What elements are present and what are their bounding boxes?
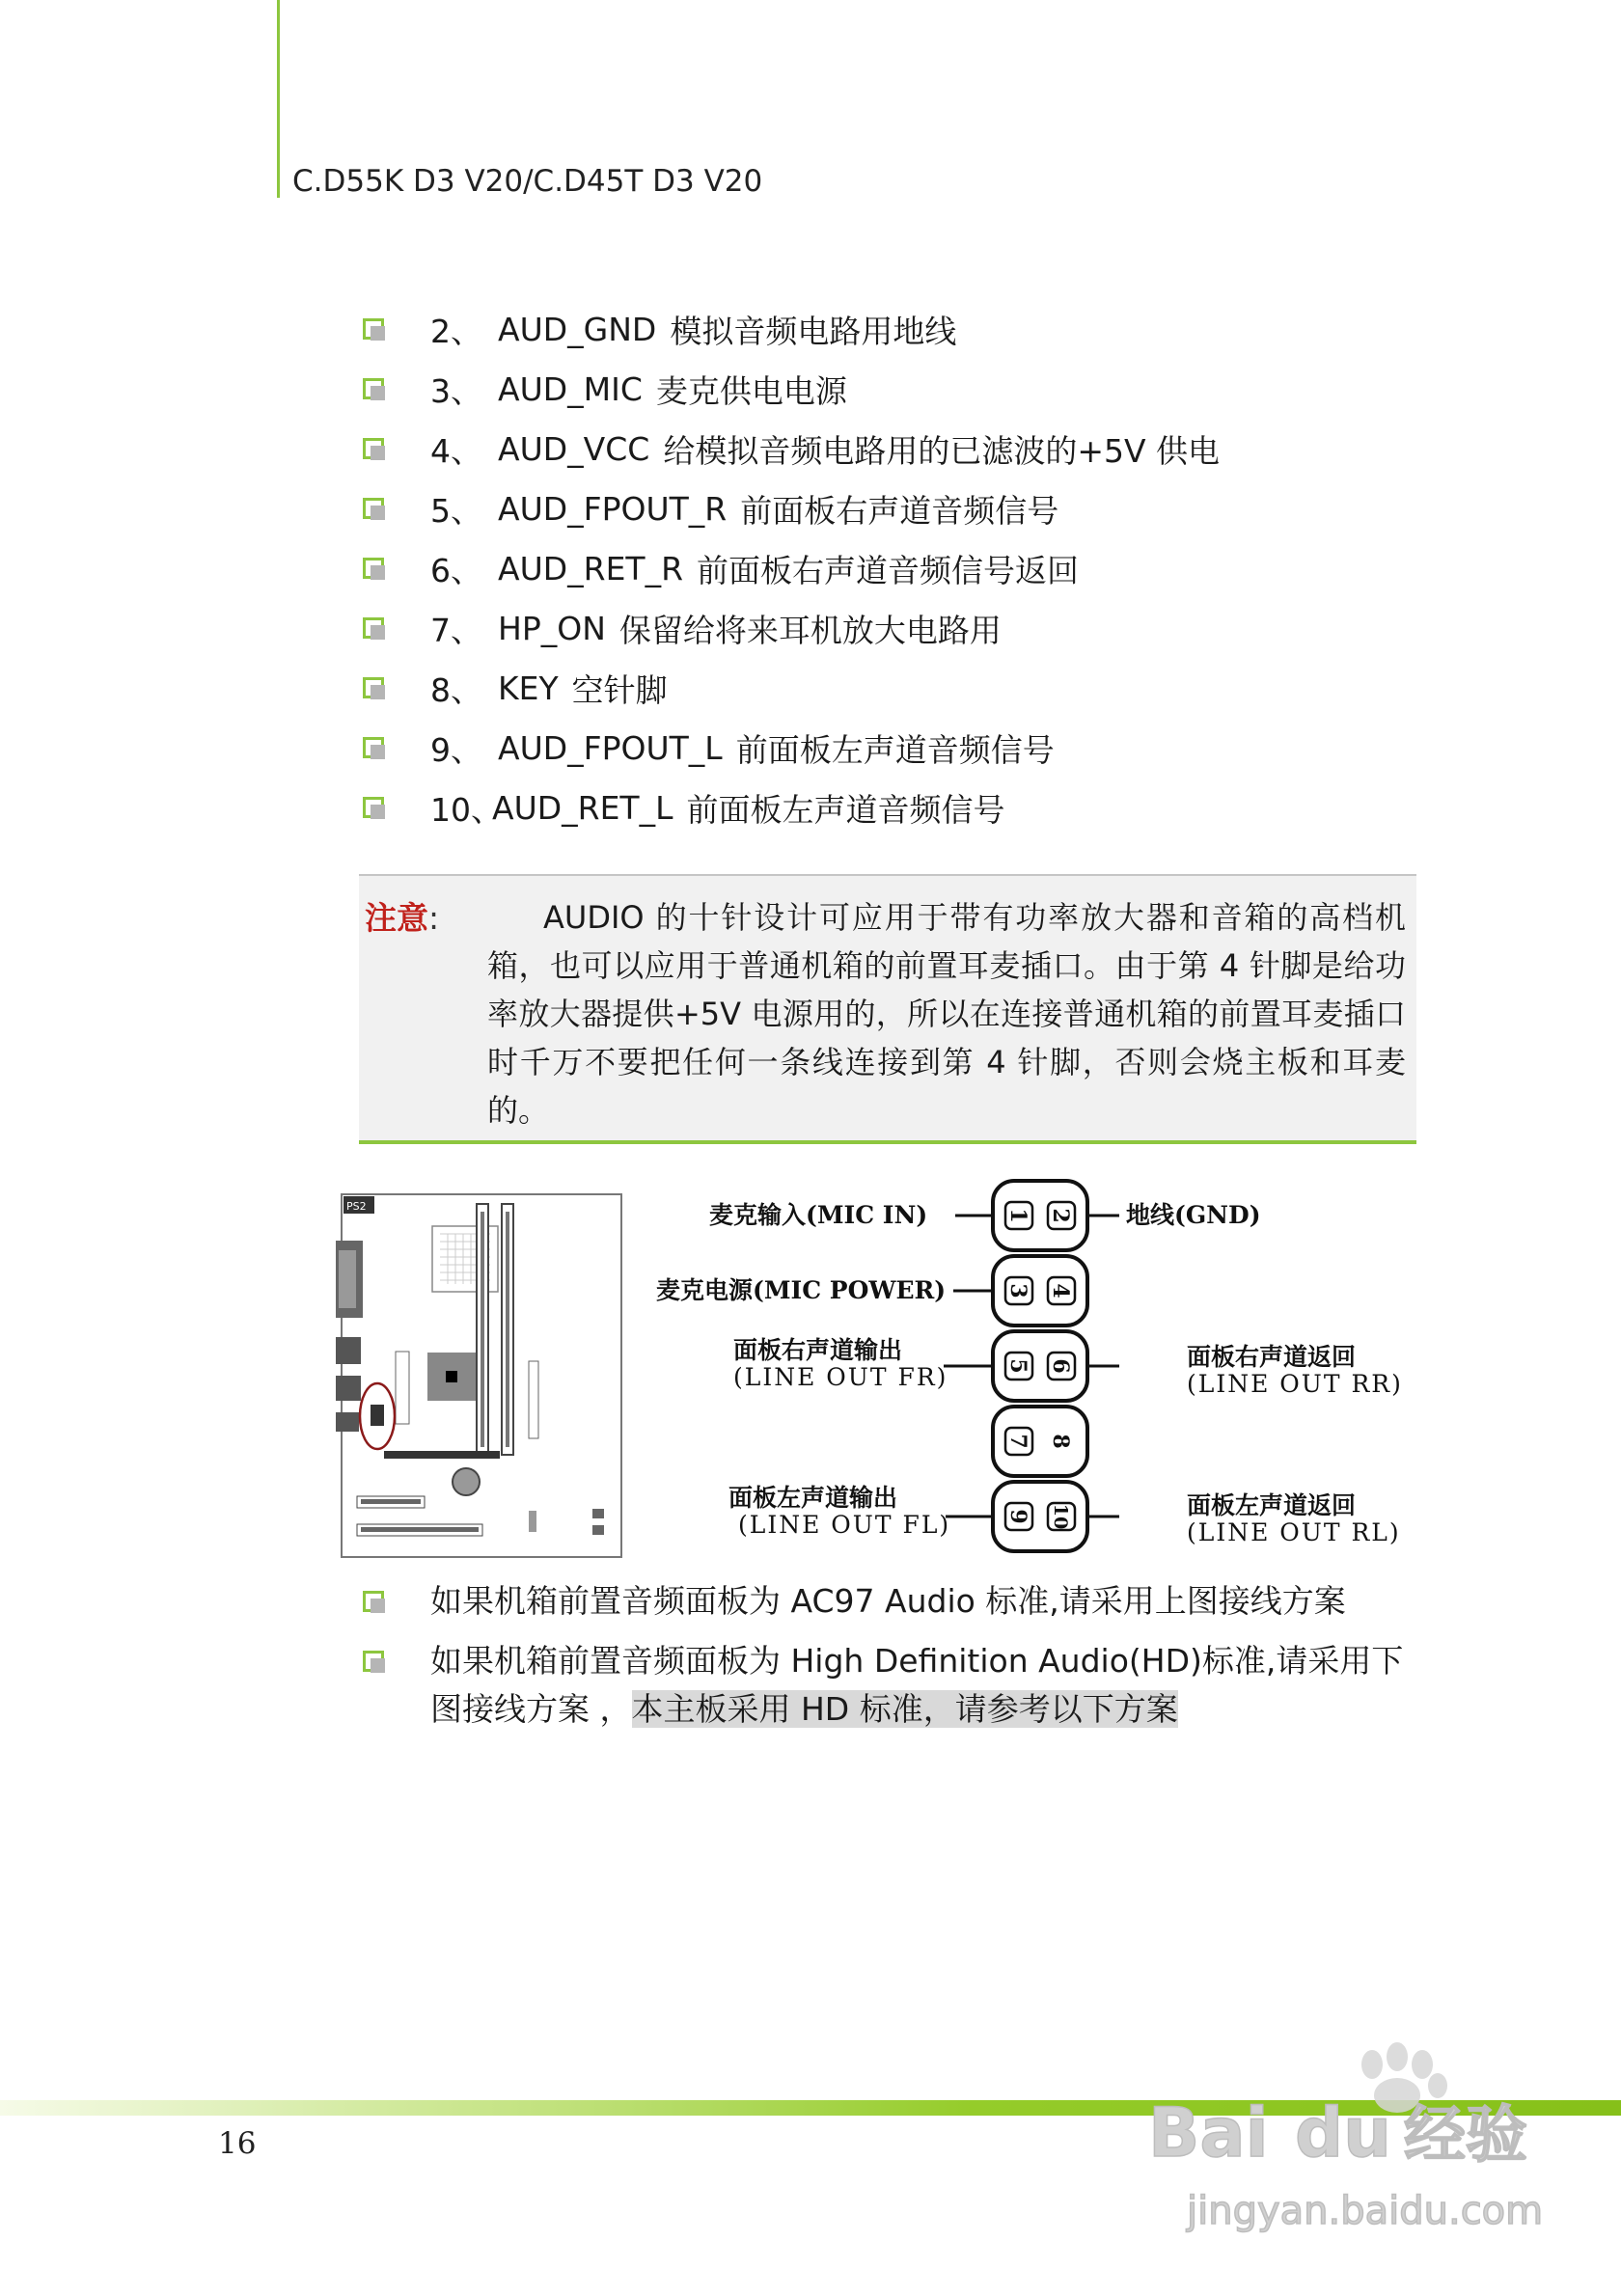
line-out-fl-en-label: (LINE OUT FL) [738, 1511, 951, 1539]
wiring-instructions-list [363, 1577, 1434, 1745]
pin-description: 前面板右声道音频信号返回 [697, 551, 1080, 589]
pin-description: 给模拟音频电路用的已滤波的+5V 供电 [663, 431, 1221, 470]
pin-description: 模拟音频电路用地线 [670, 312, 957, 350]
pin-1-label: 1 [1005, 1208, 1030, 1223]
pin-description: 前面板右声道音频信号 [740, 491, 1059, 530]
checkbox-bullet-icon [363, 737, 384, 758]
list-item [363, 478, 1220, 538]
pin-number: 10、 [430, 790, 503, 829]
note-box [359, 874, 1416, 1144]
list-item [363, 419, 1220, 478]
pin-6-label: 6 [1048, 1358, 1073, 1374]
pin-code: KEY [498, 669, 559, 707]
pin-number: 8、 [430, 670, 482, 709]
pin-description: 前面板左声道音频信号 [686, 790, 1005, 829]
checkbox-bullet-icon [363, 617, 384, 639]
instruction-text: 如果机箱前置音频面板为 AC97 Audio 标准,请采用上图接线方案 [430, 1582, 1346, 1620]
pin-number: 5、 [430, 491, 482, 530]
list-item [363, 1577, 1434, 1626]
page-number: 16 [218, 2126, 257, 2161]
pin-number: 6、 [430, 551, 482, 589]
line-out-rr-en-label: (LINE OUT RR) [1187, 1370, 1403, 1398]
checkbox-bullet-icon [363, 677, 384, 698]
pin-number: 9、 [430, 730, 482, 769]
baidu-jingyan-watermark [1148, 2036, 1553, 2238]
header-accent-line [277, 0, 280, 198]
checkbox-bullet-icon [363, 318, 384, 340]
pin-3-label: 3 [1005, 1283, 1030, 1298]
instruction-text: 如果机箱前置音频面板为 High Definition Audio(HD)标准,请采用下图接线方案 ，本主板采用 HD 标准，请参考以下方案 [430, 1642, 1404, 1728]
pin-9-label: 9 [1005, 1509, 1030, 1524]
pin-4-label: 4 [1048, 1283, 1073, 1298]
pin-2-label: 2 [1048, 1208, 1073, 1223]
line-out-fr-label: 面板右声道输出 [733, 1336, 903, 1364]
list-item [363, 598, 1220, 658]
pin-number: 3、 [430, 371, 482, 410]
list-item [363, 359, 1220, 419]
checkbox-bullet-icon [363, 378, 384, 399]
list-item [363, 1637, 1434, 1734]
line-out-rr-label: 面板右声道返回 [1187, 1343, 1357, 1371]
checkbox-bullet-icon [363, 558, 384, 579]
pin-description: 前面板左声道音频信号 [735, 730, 1055, 769]
pin-5-label: 5 [1005, 1358, 1030, 1374]
line-out-fl-label: 面板左声道输出 [728, 1484, 898, 1512]
line-out-rl-label: 面板左声道返回 [1187, 1491, 1357, 1519]
list-item [363, 299, 1220, 359]
watermark-jingyan: 经验 [1404, 2100, 1527, 2172]
list-item [363, 658, 1220, 718]
checkbox-bullet-icon [363, 438, 384, 459]
pin-number: 2、 [430, 312, 482, 350]
checkbox-bullet-icon [363, 797, 384, 818]
note-label: 注意: [365, 899, 440, 937]
pin-code: AUD_MIC [498, 369, 643, 408]
pin-code: AUD_VCC [498, 429, 650, 468]
watermark-url: jingyan.baidu.com [1187, 2189, 1544, 2233]
pin-10-label: 10 [1050, 1503, 1071, 1530]
pin-description: 麦克供电电源 [655, 371, 847, 410]
checkbox-bullet-icon [363, 1591, 384, 1612]
pin-code: AUD_FPOUT_R [498, 489, 728, 528]
list-item [363, 778, 1220, 837]
pin-code: AUD_GND [498, 310, 657, 348]
pin-description: 保留给将来耳机放大电路用 [618, 611, 1002, 649]
pin-code: AUD_RET_L [492, 788, 673, 827]
document-title: C.D55K D3 V20/C.D45T D3 V20 [292, 164, 763, 199]
line-out-fr-en-label: (LINE OUT FR) [733, 1363, 948, 1391]
checkbox-bullet-icon [363, 1651, 384, 1672]
gnd-label: 地线(GND) [1126, 1201, 1261, 1229]
audio-connector-diagram [637, 1167, 1428, 1572]
pin-7-label: 7 [1005, 1434, 1030, 1449]
highlighted-text: 本主板采用 HD 标准，请参考以下方案 [631, 1690, 1178, 1728]
mic-power-label: 麦克电源(MIC POWER) [656, 1276, 947, 1304]
motherboard-diagram [336, 1192, 635, 1559]
list-item [363, 538, 1220, 598]
mic-in-label: 麦克输入(MIC IN) [709, 1201, 928, 1229]
ps2-label: PS2 [346, 1200, 367, 1213]
pin-number: 4、 [430, 431, 482, 470]
watermark-brand2: du [1295, 2093, 1391, 2173]
pin-8-label: 8 [1048, 1434, 1073, 1449]
note-text: AUDIO 的十针设计可应用于带有功率放大器和音箱的高档机箱，也可以应用于普通机箱的前置耳麦插口。由于第 4 针脚是给功率放大器提供+5V 电源用的，所以在连接普通机箱的前置耳麦插口时千万不要把任何一条线连接到第 4 针脚，否则会烧主板和耳麦的。 [487, 899, 1406, 1129]
pin-number: 7、 [430, 611, 482, 649]
pin-definition-list [363, 299, 1220, 837]
line-out-rl-en-label: (LINE OUT RL) [1187, 1518, 1401, 1546]
pin-code: AUD_FPOUT_L [498, 728, 723, 767]
pin-code: AUD_RET_R [498, 549, 684, 588]
checkbox-bullet-icon [363, 498, 384, 519]
watermark-brand: Bai [1148, 2093, 1269, 2173]
pin-description: 空针脚 [571, 670, 668, 709]
pin-code: HP_ON [498, 609, 606, 647]
list-item [363, 718, 1220, 778]
